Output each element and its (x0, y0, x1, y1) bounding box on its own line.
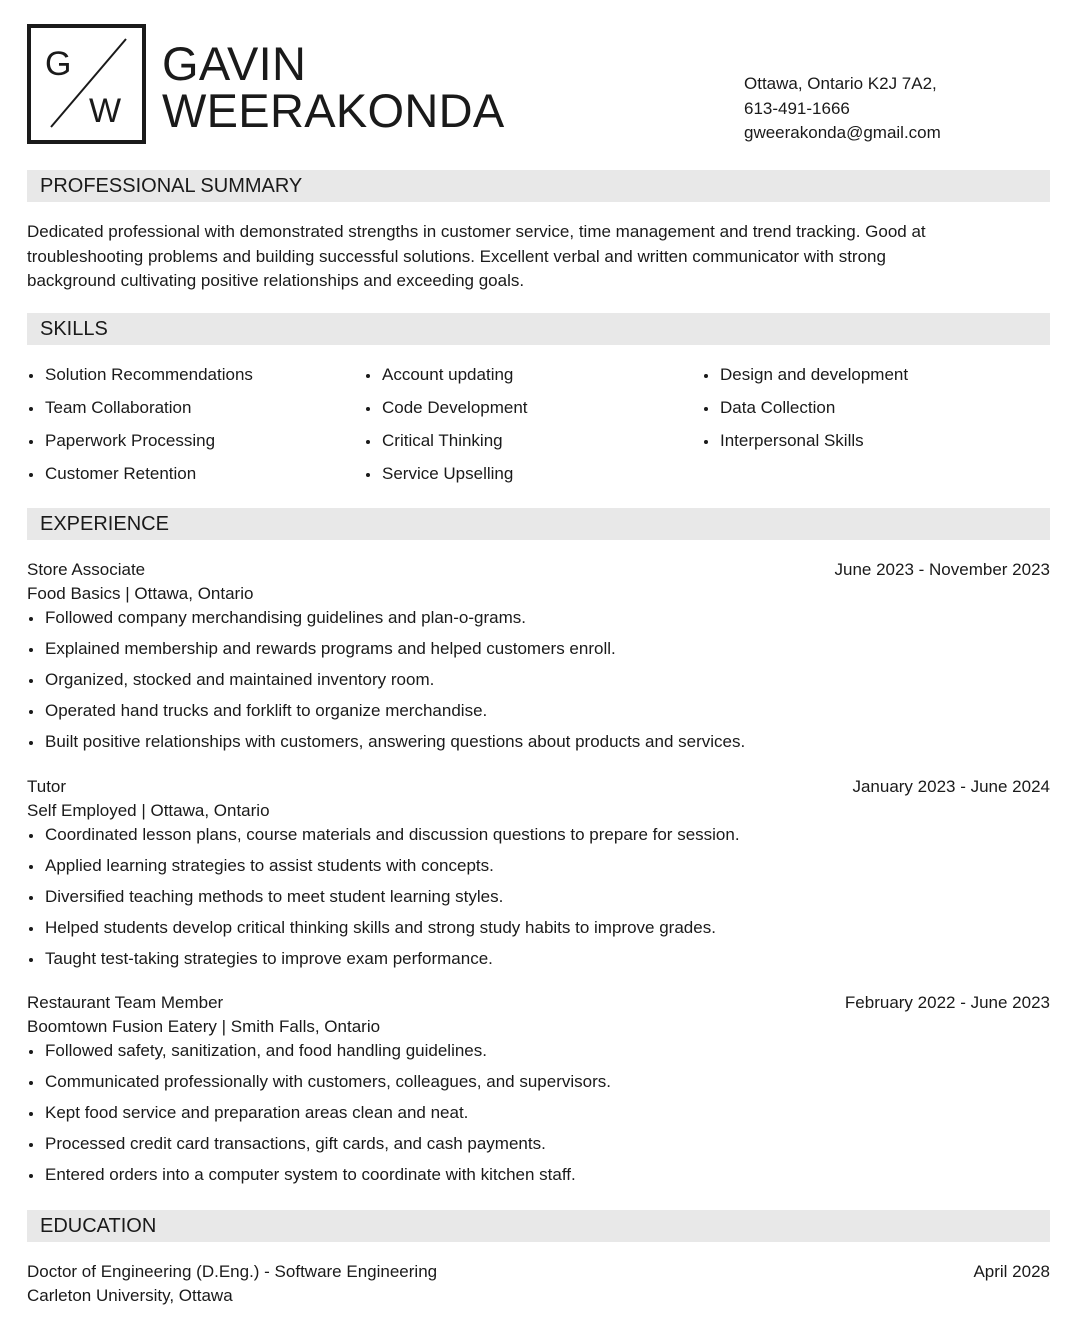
section-title: PROFESSIONAL SUMMARY (40, 175, 303, 197)
summary-line: troubleshooting problems and building successful solutions. Excellent verbal and written communicator with strong (27, 246, 886, 266)
name-last: WEERAKONDA (162, 84, 505, 137)
duty-item: Entered orders into a computer system to coordinate with kitchen staff. (27, 1163, 1027, 1194)
contact-email: gweerakonda@gmail.com (744, 123, 941, 142)
monogram-letter-bottom: W (89, 92, 122, 130)
job-dates: January 2023 - June 2024 (852, 777, 1050, 796)
skill-item: Data Collection (702, 395, 908, 428)
section-title: EXPERIENCE (40, 513, 169, 535)
section-header-education (27, 1210, 1050, 1242)
duty-item: Organized, stocked and maintained inventory room. (27, 668, 1027, 699)
job-employer: Self Employed | Ottawa, Ontario (27, 801, 270, 820)
duty-item: Coordinated lesson plans, course materials and discussion questions to prepare for session. (27, 823, 1027, 854)
duty-item: Communicated professionally with customers, colleagues, and supervisors. (27, 1070, 1027, 1101)
education-school: Carleton University, Ottawa (27, 1286, 233, 1305)
job-employer: Food Basics | Ottawa, Ontario (27, 584, 254, 603)
duty-item: Diversified teaching methods to meet student learning styles. (27, 885, 1027, 916)
skill-item: Solution Recommendations (27, 362, 253, 395)
skill-item: Interpersonal Skills (702, 428, 908, 461)
duty-item: Taught test-taking strategies to improve exam performance. (27, 947, 1027, 978)
duty-item: Applied learning strategies to assist students with concepts. (27, 854, 1027, 885)
job-duties (27, 1039, 1027, 1194)
section-title: EDUCATION (40, 1215, 157, 1237)
contact-info (744, 72, 941, 146)
skill-item: Code Development (364, 395, 528, 428)
skill-item: Critical Thinking (364, 428, 528, 461)
summary-line: Dedicated professional with demonstrated strengths in customer service, time management and trend tracking. Good at (27, 222, 926, 241)
job-title: Restaurant Team Member (27, 993, 224, 1012)
section-header-skills (27, 313, 1050, 345)
job-title: Store Associate (27, 560, 146, 579)
skills-column (364, 362, 528, 494)
skill-item: Paperwork Processing (27, 428, 253, 461)
contact-phone: 613-491-1666 (744, 98, 850, 118)
skill-item: Design and development (702, 362, 908, 395)
duty-item: Processed credit card transactions, gift cards, and cash payments. (27, 1132, 1027, 1163)
summary-text (27, 220, 1050, 294)
job-duties (27, 606, 1027, 761)
monogram-letter-top: G (45, 45, 72, 83)
contact-address: Ottawa, Ontario K2J 7A2, (744, 74, 937, 93)
job-dates: June 2023 - November 2023 (834, 560, 1050, 579)
summary-line: background cultivating positive relationships and exceeding goals. (27, 271, 525, 290)
duty-item: Followed company merchandising guidelines and plan-o-grams. (27, 606, 1027, 637)
education-date: April 2028 (973, 1262, 1050, 1281)
skill-item: Team Collaboration (27, 395, 253, 428)
duty-item: Helped students develop critical thinking skills and strong study habits to improve grades. (27, 916, 1027, 947)
duty-item: Built positive relationships with customers, answering questions about products and services. (27, 730, 1027, 761)
monogram-logo (27, 24, 146, 144)
duty-item: Explained membership and rewards programs and helped customers enroll. (27, 637, 1027, 668)
skill-item: Account updating (364, 362, 528, 395)
skill-item: Service Upselling (364, 461, 528, 494)
job-duties (27, 823, 1027, 978)
job-dates: February 2022 - June 2023 (844, 993, 1050, 1012)
candidate-name (162, 37, 505, 137)
duty-item: Kept food service and preparation areas clean and neat. (27, 1101, 1027, 1132)
job-employer: Boomtown Fusion Eatery | Smith Falls, Ontario (27, 1017, 381, 1036)
section-title: SKILLS (40, 318, 108, 340)
skills-column (702, 362, 908, 461)
skills-column (27, 362, 253, 494)
duty-item: Operated hand trucks and forklift to organize merchandise. (27, 699, 1027, 730)
job-title: Tutor (27, 777, 67, 796)
education-degree: Doctor of Engineering (D.Eng.) - Software Engineering (27, 1262, 438, 1281)
duty-item: Followed safety, sanitization, and food handling guidelines. (27, 1039, 1027, 1070)
section-header-experience (27, 508, 1050, 540)
skill-item: Customer Retention (27, 461, 253, 494)
name-first: GAVIN (162, 37, 307, 90)
section-header-summary (27, 170, 1050, 202)
resume-header (27, 24, 1050, 146)
